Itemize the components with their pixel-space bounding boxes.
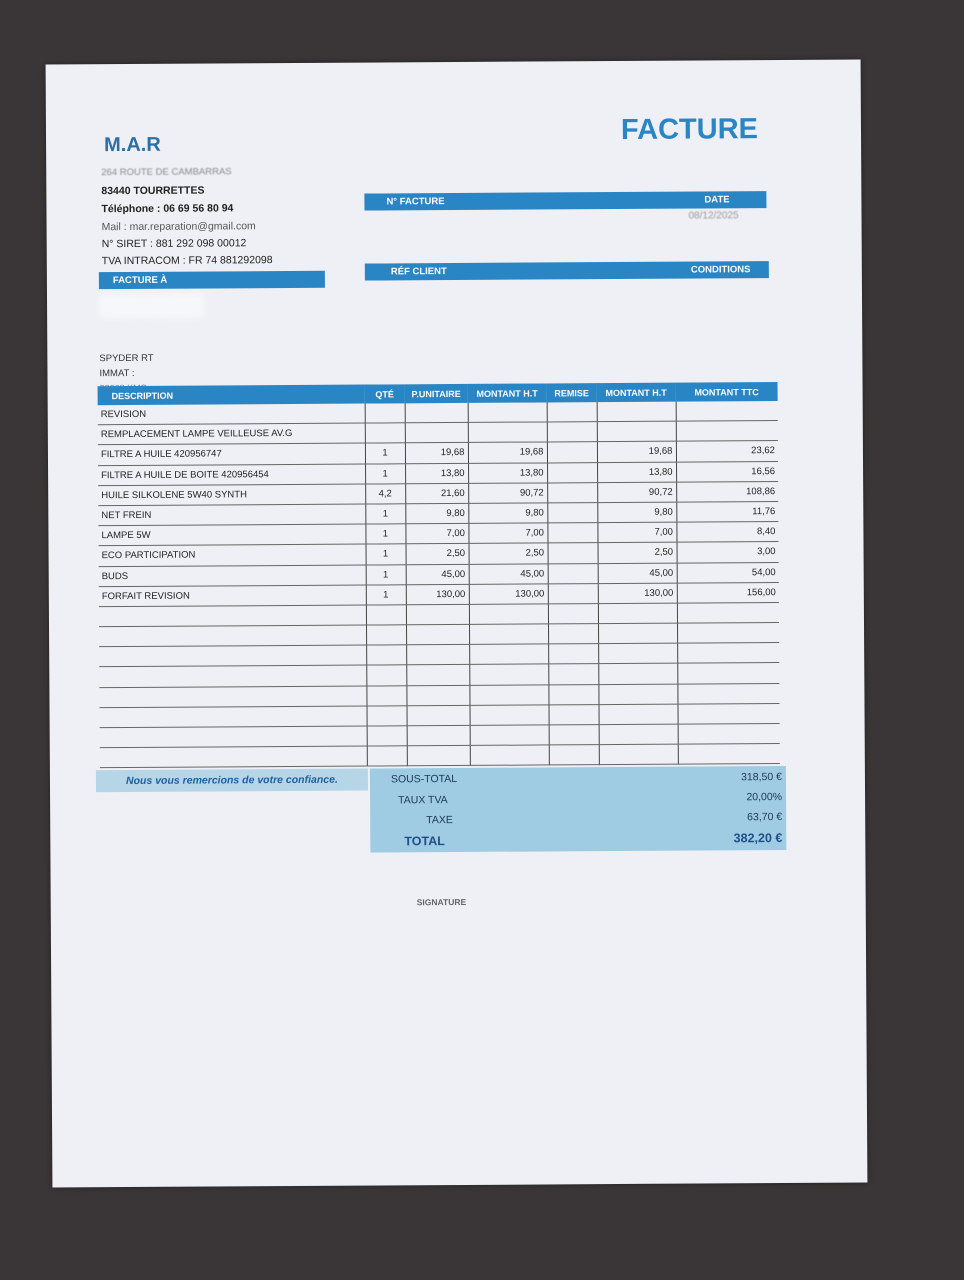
item-unit-price: 21,60 (405, 483, 468, 504)
item-qty (366, 625, 406, 645)
col-amount-ht-net: MONTANT H.T (597, 383, 676, 402)
col-description: DESCRIPTION (98, 385, 365, 406)
item-amount-ttc: 54,00 (677, 562, 779, 583)
item-amount-ttc (677, 703, 779, 724)
item-unit-price (407, 705, 470, 726)
vat-rate-label: TAUX TVA (398, 794, 448, 807)
item-qty: 1 (365, 504, 405, 524)
item-description (100, 746, 367, 768)
item-discount (548, 583, 598, 603)
item-description: REMPLACEMENT LAMPE VEILLEUSE AV.G (98, 423, 365, 445)
company-siret: N° SIRET : 881 292 098 00012 (101, 237, 247, 251)
item-amount-ht: 13,80 (468, 463, 547, 484)
items-table (98, 382, 780, 769)
item-amount-ttc (678, 724, 780, 745)
item-discount (547, 402, 597, 422)
company-phone: Téléphone : 06 69 56 80 94 (101, 202, 234, 216)
item-qty: 1 (366, 584, 406, 604)
item-amount-ttc (677, 643, 779, 664)
client-immat: IMMAT : (99, 367, 135, 380)
item-amount-ht-net: 2,50 (598, 542, 677, 563)
item-discount (548, 704, 598, 724)
date-value: 08/12/2025 (688, 210, 739, 222)
item-amount-ht-net (598, 623, 677, 644)
item-unit-price (406, 665, 469, 686)
bill-to-bar (99, 271, 325, 289)
item-amount-ttc: 23,62 (676, 441, 778, 462)
item-discount (547, 442, 597, 462)
item-description: LAMPE 5W (98, 524, 365, 546)
subtotal-label: SOUS-TOTAL (390, 772, 458, 786)
item-description (99, 625, 366, 647)
item-amount-ttc (676, 401, 778, 421)
item-description (99, 645, 366, 667)
item-amount-ht (469, 604, 548, 625)
client-ref-label: RÉF CLIENT (390, 266, 447, 278)
item-description (99, 665, 366, 687)
item-unit-price (406, 604, 469, 625)
company-name: M.A.R (104, 133, 161, 157)
item-unit-price (407, 725, 470, 746)
item-amount-ht-net (598, 684, 677, 705)
tax-value: 63,70 € (747, 811, 783, 824)
item-qty: 4,2 (365, 484, 405, 504)
item-amount-ht (469, 685, 548, 706)
item-qty (366, 685, 406, 705)
item-amount-ttc: 156,00 (677, 582, 779, 603)
item-amount-ht (469, 664, 548, 685)
item-discount (548, 664, 598, 684)
company-address: 264 ROUTE DE CAMBARRAS (101, 166, 232, 179)
item-description: FORFAIT REVISION (99, 585, 366, 607)
item-amount-ht: 2,50 (469, 543, 548, 564)
tax-label: TAXE (426, 814, 453, 827)
item-amount-ttc (678, 744, 780, 765)
item-amount-ttc: 11,76 (676, 501, 778, 522)
item-description (100, 726, 367, 748)
item-discount (547, 422, 597, 442)
total-label: TOTAL (404, 834, 445, 849)
item-amount-ht (469, 624, 548, 645)
item-amount-ht-net: 7,00 (597, 522, 676, 543)
invoice-paper (46, 60, 868, 1188)
item-qty (366, 605, 406, 625)
item-discount (548, 624, 598, 644)
item-description: HUILE SILKOLENE 5W40 SYNTH (98, 484, 365, 506)
item-unit-price: 7,00 (405, 524, 468, 545)
col-amount-ht: MONTANT H.T (468, 383, 547, 402)
total-value: 382,20 € (733, 831, 783, 846)
item-amount-ht-net: 13,80 (597, 462, 676, 483)
item-unit-price: 45,00 (406, 564, 469, 585)
invoice-number-label: N° FACTURE (386, 196, 445, 208)
item-description: BUDS (99, 565, 366, 587)
item-discount (548, 644, 598, 664)
item-discount (549, 725, 599, 745)
item-amount-ht: 7,00 (468, 523, 547, 544)
client-vehicle: SPYDER RT (99, 352, 154, 365)
item-unit-price: 19,68 (405, 443, 468, 464)
item-amount-ht: 9,80 (468, 503, 547, 524)
item-amount-ttc (677, 602, 779, 623)
item-amount-ht-net: 9,80 (597, 502, 676, 523)
item-discount (548, 563, 598, 583)
col-discount: REMISE (547, 383, 597, 402)
item-amount-ttc: 108,86 (676, 481, 778, 502)
item-amount-ht-net (598, 603, 677, 624)
item-amount-ht-net: 90,72 (597, 482, 676, 503)
invoice-number-bar (364, 191, 766, 210)
item-discount (547, 523, 597, 543)
date-label: DATE (704, 194, 730, 206)
item-amount-ht (470, 725, 549, 746)
item-qty (366, 665, 406, 685)
item-amount-ht: 90,72 (468, 483, 547, 504)
redacted-client-name (99, 294, 204, 319)
company-tva: TVA INTRACOM : FR 74 881292098 (101, 254, 273, 268)
item-amount-ht (470, 745, 549, 766)
signature-label: SIGNATURE (416, 896, 467, 908)
item-amount-ht-net (598, 643, 677, 664)
item-description (99, 686, 366, 708)
item-qty: 1 (365, 463, 405, 483)
item-unit-price: 130,00 (406, 584, 469, 605)
item-unit-price (407, 746, 470, 767)
item-qty: 1 (365, 443, 405, 463)
item-qty (367, 746, 407, 766)
item-description: REVISION (98, 404, 365, 425)
client-ref-bar (365, 261, 769, 280)
table-row (100, 744, 780, 768)
item-amount-ht-net (597, 402, 676, 422)
item-discount (548, 543, 598, 563)
item-discount (549, 745, 599, 765)
item-discount (547, 462, 597, 482)
item-description (100, 706, 367, 728)
item-qty (367, 706, 407, 726)
item-amount-ht (468, 422, 547, 443)
item-amount-ttc (676, 421, 778, 442)
col-unit-price: P.UNITAIRE (405, 384, 468, 403)
item-unit-price (406, 624, 469, 645)
col-amount-ttc: MONTANT TTC (676, 382, 778, 402)
item-amount-ht-net: 45,00 (598, 563, 677, 584)
item-amount-ht: 19,68 (468, 442, 547, 463)
item-amount-ht-net: 19,68 (597, 442, 676, 463)
item-amount-ht-net: 130,00 (598, 583, 677, 604)
item-description: ECO PARTICIPATION (99, 544, 366, 566)
item-qty (367, 726, 407, 746)
item-qty (365, 423, 405, 443)
item-description: NET FREIN (98, 504, 365, 526)
item-amount-ttc (677, 623, 779, 644)
item-qty: 1 (366, 544, 406, 564)
item-unit-price (406, 685, 469, 706)
item-discount (548, 604, 598, 624)
item-amount-ht-net (598, 704, 677, 725)
item-amount-ht-net (598, 664, 677, 685)
item-qty (366, 645, 406, 665)
subtotal-value: 318,50 € (741, 771, 782, 784)
item-description: FILTRE A HUILE 420956747 (98, 443, 365, 465)
item-discount (547, 503, 597, 523)
item-unit-price (405, 423, 468, 444)
item-amount-ttc: 3,00 (677, 542, 779, 563)
item-amount-ht: 45,00 (469, 563, 548, 584)
item-unit-price: 13,80 (405, 463, 468, 484)
item-unit-price (405, 403, 468, 423)
item-unit-price (406, 645, 469, 666)
conditions-label: CONDITIONS (690, 264, 751, 276)
item-qty: 1 (366, 564, 406, 584)
item-unit-price: 9,80 (405, 503, 468, 524)
item-amount-ht-net (599, 744, 678, 765)
item-unit-price: 2,50 (406, 544, 469, 565)
item-amount-ttc (677, 663, 779, 684)
item-discount (547, 482, 597, 502)
item-amount-ht-net (597, 421, 676, 442)
item-qty: 1 (365, 524, 405, 544)
item-description (99, 605, 366, 627)
item-amount-ht: 130,00 (469, 584, 548, 605)
item-qty (365, 403, 405, 423)
item-amount-ht-net (599, 724, 678, 745)
invoice-title: FACTURE (620, 113, 759, 146)
item-amount-ht (469, 644, 548, 665)
item-description: FILTRE A HUILE DE BOITE 420956454 (98, 464, 365, 486)
company-city: 83440 TOURRETTES (101, 184, 205, 198)
item-amount-ttc: 16,56 (676, 461, 778, 482)
item-amount-ttc: 8,40 (676, 522, 778, 543)
vat-rate-value: 20,00% (746, 791, 783, 804)
bill-to-label: FACTURE À (112, 274, 168, 287)
item-amount-ht (469, 705, 548, 726)
item-amount-ttc (677, 683, 779, 704)
col-qty: QTÉ (365, 384, 405, 403)
totals-box (370, 766, 787, 853)
thanks-message: Nous vous remercions de votre confiance. (96, 769, 368, 793)
item-amount-ht (468, 402, 547, 422)
company-mail: Mail : mar.reparation@gmail.com (101, 220, 256, 234)
item-discount (548, 684, 598, 704)
